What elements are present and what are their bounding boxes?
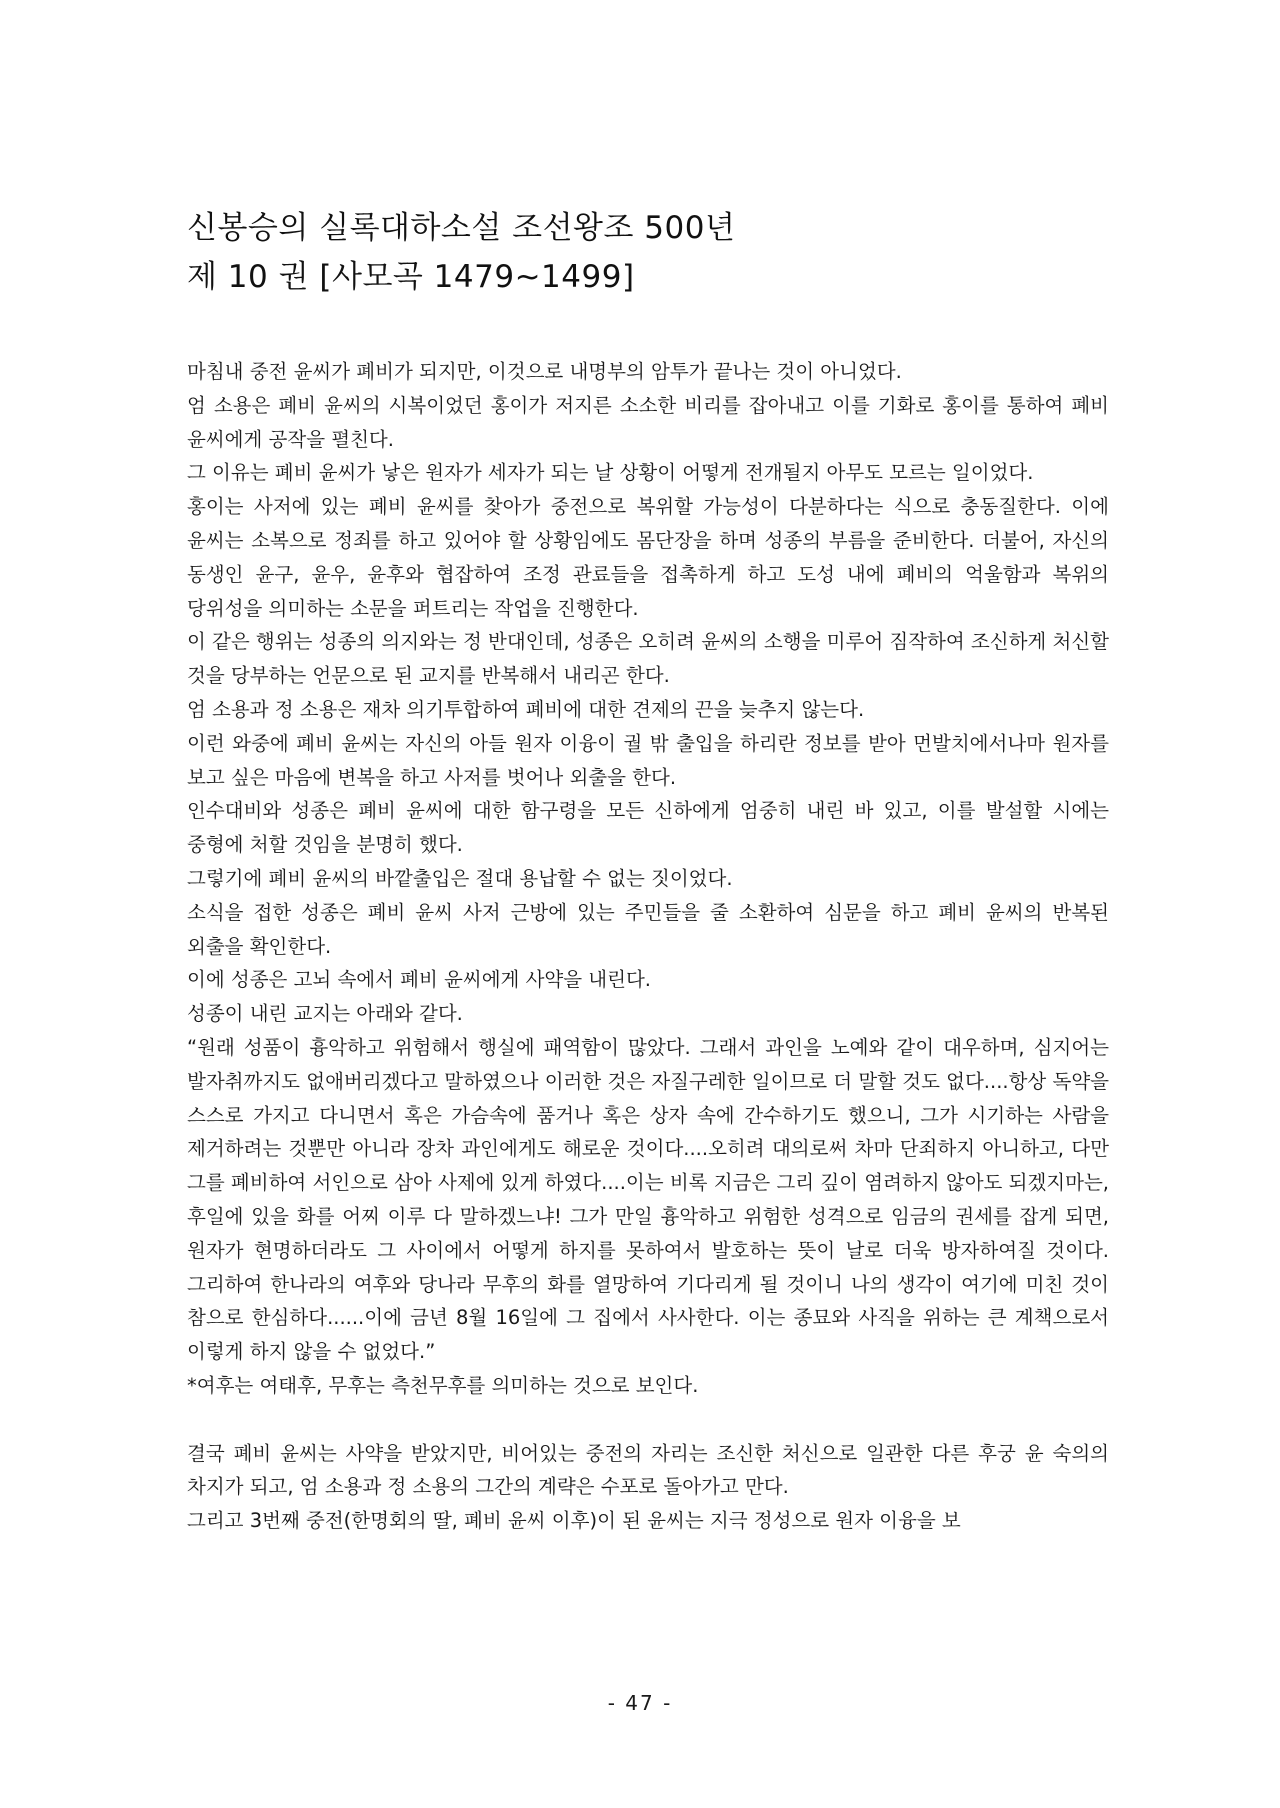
book-title: 신봉승의 실록대하소설 조선왕조 500년 — [187, 210, 736, 246]
footnote: *여후는 여태후, 무후는 측천무후를 의미하는 것으로 보인다. — [187, 1373, 699, 1397]
body-text — [187, 355, 1109, 1538]
paragraph: 그렇기에 폐비 윤씨의 바깥출입은 절대 용납할 수 없는 짓이었다. — [187, 866, 733, 890]
paragraph: 엄 소용과 정 소용은 재차 의기투합하여 폐비에 대한 견제의 끈을 늦추지 않는다. — [187, 697, 865, 721]
paragraph: 인수대비와 성종은 폐비 윤씨에 대한 함구령을 모든 신하에게 엄중히 내린 바 있고, 이를 발설할 시에는 중형에 처할 것임을 분명히 했다. — [187, 799, 1109, 857]
paragraph: 성종이 내린 교지는 아래와 같다. — [187, 1002, 463, 1026]
paragraph: 소식을 접한 성종은 폐비 윤씨 사저 근방에 있는 주민들을 줄 소환하여 심문을 하고 폐비 윤씨의 반복된 외출을 확인한다. — [187, 900, 1109, 958]
paragraph: 이런 와중에 폐비 윤씨는 자신의 아들 원자 이융이 궐 밖 출입을 하리란 정보를 받아 먼발치에서나마 원자를 보고 싶은 마음에 변복을 하고 사저를 벗어나 외출을 한다. — [187, 731, 1109, 789]
paragraph: 엄 소용은 폐비 윤씨의 시복이었던 홍이가 저지른 소소한 비리를 잡아내고 이를 기화로 홍이를 통하여 폐비 윤씨에게 공작을 펼친다. — [187, 393, 1109, 451]
volume-title: 제 10 권 [사모곡 1479~1499] — [187, 259, 635, 295]
paragraph: 홍이는 사저에 있는 폐비 윤씨를 찾아가 중전으로 복위할 가능성이 다분하다는 식으로 충동질한다. 이에 윤씨는 소복으로 정죄를 하고 있어야 할 상황임에도 몸단장을 하며 성종의 부름을 준비한다. 더불어, 자신의 동생인 윤구, 윤우, 윤후와 협잡하여 조정 관료들을 접촉하게 하고 도성 내에 폐비의 억울함과 복위의 당위성을 의미하는 소문을 퍼트리는 작업을 진행한다. — [187, 495, 1109, 620]
quotation-paragraph: “원래 성품이 흉악하고 위험해서 행실에 패역함이 많았다. 그래서 과인을 노예와 같이 대우하며, 심지어는 발자취까지도 없애버리겠다고 말하였으나 이러한 것은 자질구레한 일이므로 더 말할 것도 없다....항상 독약을 스스로 가지고 다니면서 혹은 가슴속에 품거나 혹은 상자 속에 간수하기도 했으니, 그가 시기하는 사람을 제거하려는 것뿐만 아니라 장차 과인에게도 해로운 것이다....오히려 대의로써 차마 단죄하지 아니하고, 다만 그를 폐비하여 서인으로 삼아 사제에 있게 하였다....이는 비록 지금은 그리 깊이 염려하지 않아도 되겠지마는, 후일에 있을 화를 어찌 이루 다 말하겠느냐! 그가 만일 흉악하고 위험한 성격으로 임금의 권세를 잡게 되면, 원자가 현명하더라도 그 사이에서 어떻게 하지를 못하여서 발호하는 뜻이 날로 더욱 방자하여질 것이다. 그리하여 한나라의 여후와 당나라 무후의 화를 열망하여 기다리게 될 것이니 나의 생각이 여기에 미친 것이 참으로 한심하다......이에 금년 8월 16일에 그 집에서 사사한다. 이는 종묘와 사직을 위하는 큰 계책으로서 이렇게 하지 않을 수 없었다.” — [187, 1035, 1109, 1364]
paragraph: 마침내 중전 윤씨가 폐비가 되지만, 이것으로 내명부의 암투가 끝나는 것이 아니었다. — [187, 360, 902, 383]
paragraph: 이 같은 행위는 성종의 의지와는 정 반대인데, 성종은 오히려 윤씨의 소행을 미루어 짐작하여 조신하게 처신할 것을 당부하는 언문으로 된 교지를 반복해서 내리곤 한다. — [187, 630, 1109, 688]
paragraph: 이에 성종은 고뇌 속에서 폐비 윤씨에게 사약을 내린다. — [187, 968, 652, 992]
paragraph: 그리고 3번째 중전(한명회의 딸, 폐비 윤씨 이후)이 된 윤씨는 지극 정성으로 원자 이융을 보 — [187, 1509, 961, 1533]
page-title — [187, 204, 1107, 302]
paragraph: 그 이유는 폐비 윤씨가 낳은 원자가 세자가 되는 날 상황이 어떻게 전개될지 아무도 모르는 일이었다. — [187, 461, 1034, 485]
paragraph: 결국 폐비 윤씨는 사약을 받았지만, 비어있는 중전의 자리는 조신한 처신으로 일관한 다른 후궁 윤 숙의의 차지가 되고, 엄 소용과 정 소용의 그간의 계략은 수포로 돌아가고 만다. — [187, 1441, 1109, 1499]
page-number: - 47 - — [607, 1691, 673, 1715]
